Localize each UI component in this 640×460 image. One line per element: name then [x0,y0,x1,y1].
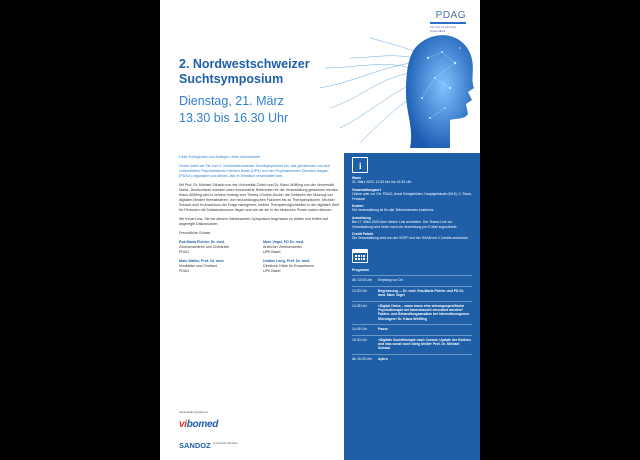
title-line2: Suchtsymposium [179,72,284,86]
info-location-heading: Veranstaltungsort [352,187,381,192]
event-time: 13.30 bis 16.30 Uhr [179,111,289,125]
event-date: Dienstag, 21. März [179,94,284,108]
program-item: Pause [378,327,388,332]
info-cost [352,204,472,213]
signature-name: Eva-Maria Pichler, Dr. med. [179,240,225,244]
program-item: «Digital Detox – wann muss eine störungsspezifische Psychotherapie bei Internetsucht verordnet werden? Fakten- und Behandlungsansätze bei Internetbezogenen Störungen» Dr. Klaus Wölfling [378,303,469,321]
info-registration-heading: Anmeldung [352,215,371,220]
signature-name: Undine Lang, Prof. Dr. med. [263,259,311,263]
program-item: Begrüssung — Dr. med. Eva-Maria Pichler und PD Dr. med. Marc Vogel [378,288,464,298]
info-cost-heading: Kosten [352,204,364,209]
signature-block [179,259,255,274]
letter-paragraph-1: Gerne laden wir Sie zum 2. Nordwestschweizer Suchtsymposium ein, das gemeinsam von den Universitären Psychiatrischen Kliniken Basel (UPK) und den Psychiatrischen Diensten Aargau (PDAG) organisiert und dieses Jahr in Windisch veranstaltet wird. [179,164,330,178]
info-when [352,176,472,185]
sandoz-logo: SANDOZ [179,441,211,450]
signature-org: UPK Basel [263,269,281,273]
vibomed-logo-rest: bomed [186,419,219,430]
calendar-icon-top [353,250,367,253]
info-icon [352,157,368,173]
program-row [352,324,472,331]
letter-salutation: Liebe Kolleginnen und Kollegen, liebe Interessierte [179,155,260,159]
program-heading: Programm [352,267,369,272]
program-row [352,335,472,351]
vibomed-logo-prefix: vi [179,419,187,430]
program-time: 15.00 Uhr [352,337,367,342]
signature-org: PDAG [179,269,190,273]
signature-role: Klinikleiter und Chefarzt [179,264,217,268]
signature-name: Marc Walter, Prof. Dr. med. [179,259,225,263]
title-line1: 2. Nordwestschweizer [179,57,310,71]
info-credits-value: Die Veranstaltung wird von der SGPP und der SSAM mit 2 Credits anerkannt. [352,236,469,241]
logo-name: PDAG [435,10,466,21]
letter-paragraph-2: Mit Prof. Dr. Michael Schaub von der Universität Zürich und Dr. Klaus Wölfling von der Universität Mainz, Deutschland, konnten zwei renommierte Referenten für die Veranstaltung gewonnen werden. Klaus Wölfling wird in seinem Vortrag zum Thema «Online-Sucht» die Gefahren der Nutzung von digitalen Medien thematisieren, von neurobiologischen Faktoren bis zu Therapieoptionen. Michael Schaub wird im Anschluss der Frage nachgehen, welche Therapiemöglichkeiten in der digitalen Welt für Personen mit Substanzkonsum liegen und wie wir sie in der klinischen Praxis nutzen können. [179,183,339,212]
program-row [352,286,472,298]
program-time: 13.35 Uhr [352,303,367,308]
flyer-page [160,0,480,460]
letter-closing: Freundliche Grüsse [179,231,211,235]
hero-head-image [310,18,480,148]
info-when-heading: Wann [352,176,362,180]
program-row [352,301,472,322]
program-item: «Digitale Suchttherapie nach Corona: Update der Evidenz und was sonst noch übrig bleibt» Prof. Dr. Michael Schaub [378,337,471,351]
program-time: 14.45 Uhr [352,327,367,332]
info-cost-value: Die Veranstaltung ist für alle Teilnehmenden kostenlos. [352,208,435,213]
partners-label: Veranstaltungspartner [179,410,209,414]
signature-role: Ärztlicher Zentrumsleiter [263,245,302,249]
signature-org: PDAG [179,250,190,254]
info-when-value: 21. März 2023, 13.30 Uhr bis 16.30 Uhr [352,180,412,185]
info-registration-value[interactable]: Bis 17. März 2023 über diesen Link anmelden. Der Teams-Link zur Veranstaltung wird Ihnen nach der Anmeldung per E-Mail zugeschickt. [352,220,458,229]
vibomed-logo [179,419,218,430]
info-icon-glyph: i [359,161,362,171]
logo-subtitle: Für Ihre psychische Gesundheit [430,25,457,33]
program-row [352,275,472,282]
letter-body [179,155,339,274]
signature-org: UPK Basel [263,250,281,254]
info-registration [352,216,472,229]
info-location-value: Online oder vor Ort: PDAG, Areal Königsfelden, Hauptgebäude (W15), 2. Stock, Festsaal [352,192,472,201]
signature-block [263,240,339,255]
signature-name: Marc Vogel, PD Dr. med. [263,240,305,244]
program-time: Ab 16.30 Uhr [352,356,372,361]
signature-role: Direktorin Klinik für Erwachsene [263,264,314,268]
program-time: 13.30 Uhr [352,288,367,293]
letter-paragraph-3: Wir freuen uns, Sie bei diesem interessanten Symposium begrüssen zu dürfen und hoffen auf angeregte Diskussionen. [179,217,328,226]
info-credits-heading: Credit Points [352,232,374,237]
signatures [179,240,339,274]
calendar-icon-grid [355,255,365,260]
calendar-icon [352,249,368,263]
sandoz-subtitle: A Novartis Division [213,441,239,445]
program-item: Empfang vor Ort [378,278,403,283]
program-row [352,354,472,361]
info-sidebar [344,153,480,460]
signature-role: Zentrumsleiterin und Chefärztin [179,245,230,249]
info-location [352,188,472,201]
program-item: Apéro [378,356,388,361]
signature-block [179,240,255,255]
info-credits [352,232,472,241]
signature-block [263,259,339,274]
program-time: Ab 13.00 Uhr [352,278,372,283]
